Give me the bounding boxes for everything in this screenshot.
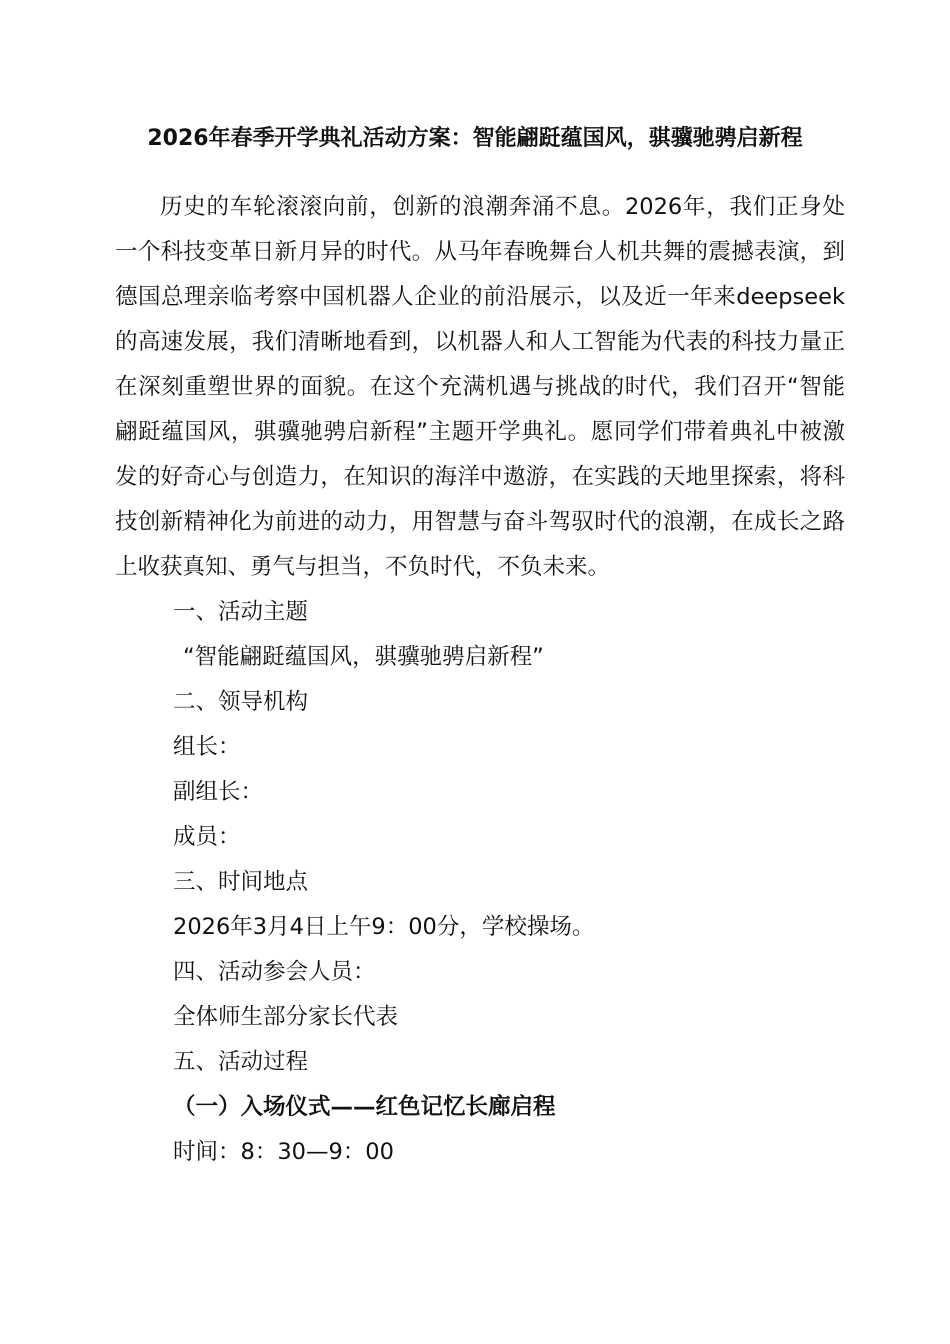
section-heading-leadership: 二、领导机构 [173,689,309,715]
members-label: 成员： [173,824,241,850]
section-heading-participants: 四、活动参会人员： [173,959,376,985]
leader-label: 组长： [173,734,241,760]
deputy-leader-label: 副组长： [173,779,264,805]
entrance-time-text: 时间：8：30—9：00 [173,1139,394,1165]
participants-text: 全体师生部分家长代表 [173,1004,399,1030]
document-title: 2026年春季开学典礼活动方案：智能翩跹蕴国风，骐骥驰骋启新程 [147,126,803,151]
section-heading-theme: 一、活动主题 [173,599,309,625]
subsection-heading-entrance: （一）入场仪式——红色记忆长廊启程 [173,1094,556,1120]
time-place-text: 2026年3月4日上午9：00分，学校操场。 [173,914,595,940]
intro-paragraph: 历史的车轮滚滚向前，创新的浪潮奔涌不息。2026年，我们正身处一个科技变革日新月异的时代。从马年春晚舞台人机共舞的震撼表演，到德国总理亲临考察中国机器人企业的前沿展示，以及近一年来deepseek的高速发展，我们清晰地看到，以机器人和人工智能为代表的科技力量正在深刻重塑世界的面貌。在这个充满机遇与挑战的时代，我们召开“智能翩跹蕴国风，骐骥驰骋启新程”主题开学典礼。愿同学们带着典礼中被激发的好奇心与创造力，在知识的海洋中遨游，在实践的天地里探索，将科技创新精神化为前进的动力，用智慧与奋斗驾驭时代的浪潮，在成长之路上收获真知、勇气与担当，不负时代，不负未来。 [115,194,845,580]
section-heading-time-place: 三、时间地点 [173,869,309,895]
document-body [115,185,845,1175]
section-heading-process: 五、活动过程 [173,1049,309,1075]
theme-text: “智能翩跹蕴国风，骐骥驰骋启新程” [183,644,544,670]
